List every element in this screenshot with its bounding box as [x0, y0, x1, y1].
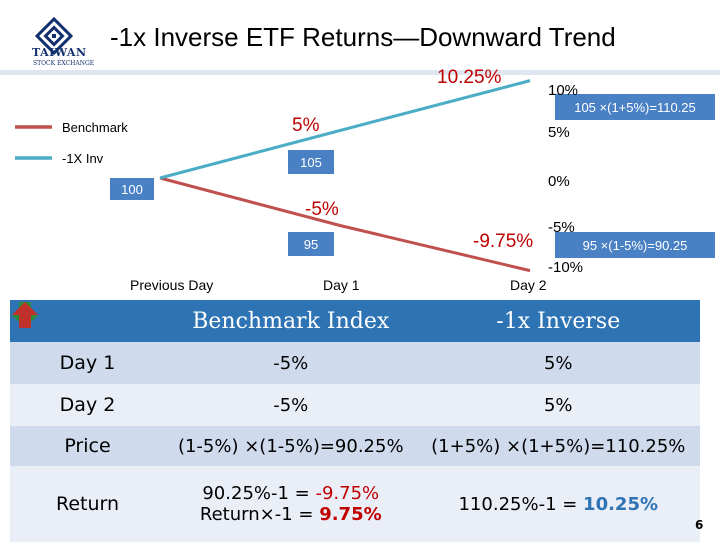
row-label-day2: Day 2 [59, 394, 116, 416]
table-header-row [10, 300, 700, 342]
inv-return-value: 10.25% [583, 493, 659, 515]
annotation-day1-up-pct: 5% [292, 115, 320, 136]
start-value-label: 100 [121, 182, 143, 197]
bench-day2-value: -5% [273, 394, 309, 416]
bench-return-value: -9.75% [315, 483, 380, 504]
day1-down-value-label: 95 [303, 237, 319, 252]
day2-up-calc-label: 105 ×(1+5%)=110.25 [574, 100, 696, 115]
annotation-day1-down-pct: -5% [305, 199, 339, 220]
legend-inverse-label: -1X Inv [62, 151, 104, 166]
inv-day1-value: 5% [543, 352, 573, 374]
annotation-bottom-pct: -9.75% [473, 231, 534, 252]
page-number: 6 [695, 518, 704, 532]
page-title: -1x Inverse ETF Returns—Downward Trend [110, 22, 616, 52]
legend-benchmark-label: Benchmark [62, 120, 128, 135]
x-axis-label: Day 1 [323, 277, 360, 293]
right-axis-tick: 10% [548, 82, 579, 99]
table-row [10, 426, 700, 466]
right-axis-tick: -10% [548, 259, 584, 276]
x-axis-label: Previous Day [130, 277, 214, 293]
logo-wordmark: TAIWAN [32, 46, 87, 59]
table-row: Return 90.25%-1 = -9.75% Return×-1 = 9.75% 110.25%-1 = 10.25% [10, 466, 700, 542]
inv-day2-value: 5% [543, 394, 573, 416]
table-row [10, 384, 700, 426]
bench-day1-value: -5% [273, 352, 309, 374]
bench-inverted-return-value: 9.75% [319, 504, 382, 525]
table-row [10, 342, 700, 384]
table-header-inverse: -1x Inverse [496, 308, 621, 334]
bench-price-value: (1-5%) ×(1-5%)=90.25% [177, 435, 404, 457]
logo-subtitle: STOCK EXCHANGE [33, 60, 95, 67]
row-label-return: Return [55, 493, 120, 515]
right-axis-tick: 0% [548, 173, 570, 190]
right-axis-tick: 5% [548, 124, 570, 141]
row-label-price: Price [64, 435, 111, 457]
day1-up-value-label: 105 [300, 155, 322, 170]
series-line-inverse [160, 81, 530, 178]
annotation-top-pct: 10.25% [437, 67, 502, 88]
red-up-arrow-icon [10, 300, 40, 330]
bench-return-line2: Return×-1 = 9.75% [199, 504, 382, 525]
row-label-day1: Day 1 [59, 352, 116, 374]
bench-return-line1: 90.25%-1 = -9.75% [202, 483, 380, 504]
returns-table [10, 300, 700, 542]
x-axis-label: Day 2 [510, 277, 547, 293]
series-line-benchmark [160, 178, 530, 271]
inv-price-value: (1+5%) ×(1+5%)=110.25% [431, 435, 686, 457]
table-header-benchmark: Benchmark Index [192, 308, 390, 334]
right-axis-tick: -5% [548, 219, 575, 236]
day2-down-calc-label: 95 ×(1-5%)=90.25 [582, 238, 688, 253]
